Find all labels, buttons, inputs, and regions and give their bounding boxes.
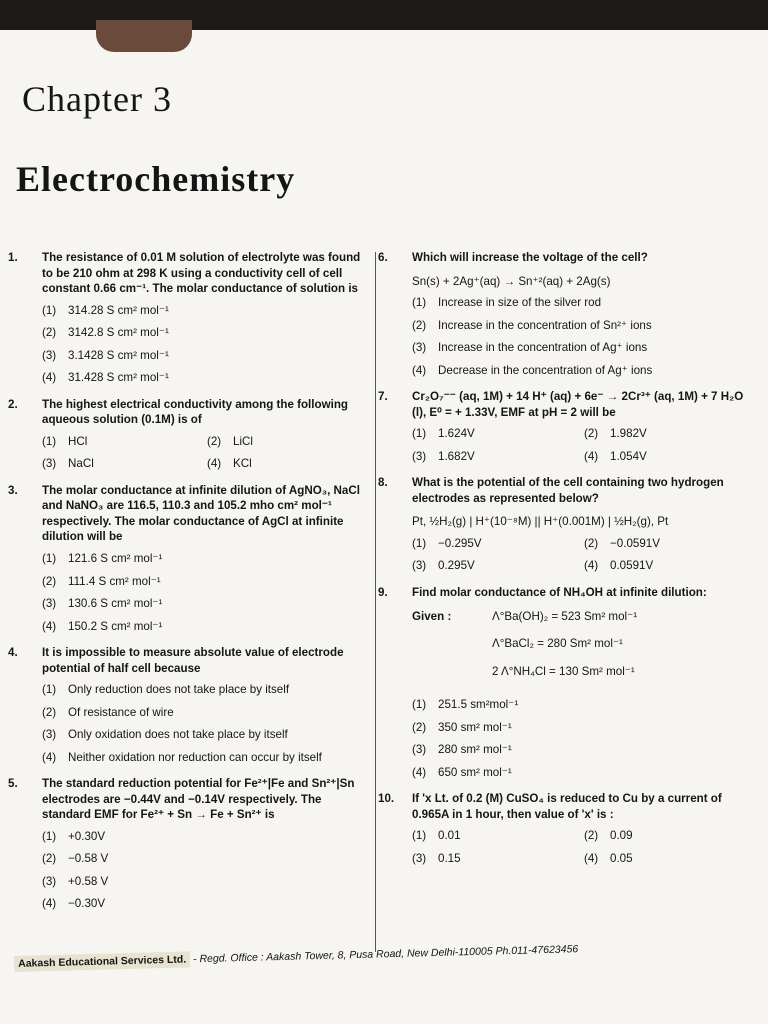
option-text: +0.58 V bbox=[68, 874, 109, 888]
option-text: Increase in the concentration of Sn²⁺ ions bbox=[438, 318, 652, 332]
option-text: NaCl bbox=[68, 457, 94, 471]
option bbox=[412, 318, 756, 334]
option-number: (3) bbox=[412, 743, 427, 757]
question-text: If 'x Lt. of 0.2 (M) CuSO₄ is reduced to Cu by a current of 0.965A in 1 hour, then value of 'x' is : bbox=[412, 792, 722, 821]
option-number: (1) bbox=[42, 829, 57, 843]
question-text: The highest electrical conductivity among the following aqueous solution (0.1M) is of bbox=[42, 397, 348, 427]
option-text: KCl bbox=[233, 457, 252, 471]
option bbox=[42, 874, 372, 890]
page-footer bbox=[14, 940, 714, 970]
option-number: (2) bbox=[42, 705, 57, 719]
option-text: 350 sm² mol⁻¹ bbox=[438, 720, 512, 734]
option bbox=[412, 449, 584, 465]
question-text: What is the potential of the cell containing two hydrogen electrodes as represented below? bbox=[412, 476, 724, 505]
option-text: 1.054V bbox=[610, 449, 647, 463]
question-text: Cr₂O₇⁻⁻ (aq, 1M) + 14 H⁺ (aq) + 6e⁻ → 2Cr³⁺ (aq, 1M) + 7 H₂O (l), E⁰ = + 1.33V, EMF at pH = 2 will be bbox=[412, 390, 744, 419]
option-number: (1) bbox=[42, 551, 57, 565]
option-text: 130.6 S cm² mol⁻¹ bbox=[68, 597, 163, 611]
given-value: Λ°BaCl₂ = 280 Sm² mol⁻¹ bbox=[492, 637, 623, 651]
option-number: (2) bbox=[207, 434, 222, 448]
option-text: 111.4 S cm² mol⁻¹ bbox=[68, 574, 161, 588]
option-text: 251.5 sm²mol⁻¹ bbox=[438, 698, 519, 712]
option bbox=[412, 851, 584, 867]
chapter-heading: Chapter 3 bbox=[22, 79, 172, 119]
question-number: 1. bbox=[8, 251, 18, 264]
option-text: +0.30V bbox=[68, 829, 106, 843]
option-text: −0.58 V bbox=[68, 852, 109, 866]
option bbox=[42, 434, 207, 450]
option bbox=[42, 325, 372, 341]
option bbox=[42, 348, 372, 364]
option bbox=[412, 558, 584, 574]
option-number: (3) bbox=[412, 341, 427, 355]
option bbox=[412, 828, 584, 844]
option-number: (4) bbox=[42, 897, 57, 911]
option bbox=[412, 765, 756, 781]
chapter-title: Electrochemistry bbox=[16, 159, 296, 199]
option-text: 1.682V bbox=[438, 449, 475, 463]
option-text: 1.624V bbox=[438, 427, 475, 441]
option-number: (2) bbox=[42, 852, 57, 866]
option bbox=[584, 851, 756, 867]
question-text: The standard reduction potential for Fe²⁺|Fe and Sn²⁺|Sn electrodes are −0.44V and −0.14V respectively. The standard EMF for Fe²⁺ + Sn → Fe + Sn²⁺ is bbox=[42, 777, 355, 822]
cell-notation: Pt, ½H₂(g) | H⁺(10⁻⁸M) || H⁺(0.001M) | ½H₂(g), Pt bbox=[412, 515, 669, 529]
option-number: (4) bbox=[584, 851, 599, 865]
question-number: 10. bbox=[378, 792, 395, 806]
question-number: 8. bbox=[378, 476, 388, 490]
question-number: 5. bbox=[8, 777, 18, 791]
option bbox=[412, 340, 756, 356]
option-number: (3) bbox=[42, 728, 57, 742]
option bbox=[42, 851, 372, 867]
option-number: (3) bbox=[412, 851, 427, 865]
option-number: (2) bbox=[42, 326, 57, 340]
option-text: 314.28 S cm² mol⁻¹ bbox=[68, 303, 169, 317]
option bbox=[412, 295, 756, 311]
option bbox=[412, 720, 756, 736]
question-10 bbox=[378, 791, 756, 873]
option-number: (4) bbox=[42, 371, 57, 385]
option-text: Only oxidation does not take place by itself bbox=[68, 728, 288, 742]
question-1 bbox=[8, 250, 372, 393]
option-number: (4) bbox=[584, 559, 599, 573]
option-number: (1) bbox=[42, 683, 57, 697]
option bbox=[42, 551, 372, 567]
right-column bbox=[378, 250, 756, 877]
option-number: (1) bbox=[412, 296, 427, 310]
question-6 bbox=[378, 250, 756, 385]
question-4 bbox=[8, 645, 372, 772]
option-number: (4) bbox=[412, 765, 427, 779]
given-label: Given : bbox=[412, 609, 452, 623]
question-8 bbox=[378, 475, 756, 581]
question-9 bbox=[378, 585, 756, 787]
option bbox=[42, 596, 372, 612]
question-5 bbox=[8, 776, 372, 919]
option-number: (1) bbox=[412, 829, 427, 843]
option bbox=[584, 449, 756, 465]
option-number: (1) bbox=[412, 698, 427, 712]
option bbox=[412, 426, 584, 442]
option bbox=[42, 727, 372, 743]
option-number: (3) bbox=[42, 874, 57, 888]
option bbox=[584, 426, 756, 442]
option-number: (2) bbox=[584, 427, 599, 441]
option-number: (1) bbox=[412, 427, 427, 441]
option-text: 1.982V bbox=[610, 427, 647, 441]
question-7 bbox=[378, 389, 756, 471]
option-number: (2) bbox=[584, 829, 599, 843]
option bbox=[584, 558, 756, 574]
option-text: 0.05 bbox=[610, 851, 633, 865]
reaction-equation: Sn(s) + 2Ag⁺(aq) → Sn⁺²(aq) + 2Ag(s) bbox=[412, 274, 611, 288]
option-text: Increase in size of the silver rod bbox=[438, 296, 602, 310]
question-2 bbox=[8, 397, 372, 479]
office-address: - Regd. Office : Aakash Tower, 8, Pusa Road, New Delhi-110005 Ph.011-47623456 bbox=[192, 943, 579, 966]
option-text: 31.428 S cm² mol⁻¹ bbox=[68, 371, 169, 385]
option-text: 0.295V bbox=[438, 559, 475, 573]
option bbox=[42, 619, 372, 635]
option-text: −0.0591V bbox=[610, 536, 660, 550]
option-text: −0.295V bbox=[438, 536, 482, 550]
option-text: LiCl bbox=[233, 434, 253, 448]
option-number: (4) bbox=[42, 750, 57, 764]
option-text: 150.2 S cm² mol⁻¹ bbox=[68, 619, 163, 633]
question-3 bbox=[8, 483, 372, 641]
option-text: 650 sm² mol⁻¹ bbox=[438, 765, 512, 779]
option-text: Of resistance of wire bbox=[68, 705, 174, 719]
option-number: (3) bbox=[412, 449, 427, 463]
option-number: (4) bbox=[42, 619, 57, 633]
option-text: Increase in the concentration of Ag⁺ ions bbox=[438, 341, 648, 355]
option bbox=[42, 750, 372, 766]
question-text: Find molar conductance of NH₄OH at infinite dilution: bbox=[412, 585, 707, 599]
column-divider bbox=[375, 252, 376, 952]
option-text: 0.15 bbox=[438, 851, 461, 865]
question-text: The resistance of 0.01 M solution of electrolyte was found to be 210 ohm at 298 K using a conductivity cell of cell constant 0.66 cm⁻¹. The molar conductance of solution is bbox=[42, 251, 361, 296]
option-number: (4) bbox=[584, 449, 599, 463]
option bbox=[412, 742, 756, 758]
option bbox=[42, 574, 372, 590]
question-number: 4. bbox=[8, 646, 18, 660]
option bbox=[584, 828, 756, 844]
option-text: Only reduction does not take place by itself bbox=[68, 683, 290, 697]
option-number: (4) bbox=[412, 363, 427, 377]
option-number: (3) bbox=[412, 559, 427, 573]
option-number: (3) bbox=[42, 348, 57, 362]
option-text: 121.6 S cm² mol⁻¹ bbox=[68, 551, 163, 565]
option-text: Neither oxidation nor reduction can occur by itself bbox=[68, 750, 322, 764]
publisher-name: Aakash Educational Services Ltd. bbox=[14, 951, 190, 972]
question-number: 7. bbox=[378, 390, 388, 404]
question-number: 3. bbox=[8, 483, 18, 497]
question-number: 6. bbox=[378, 251, 388, 264]
question-text: The molar conductance at infinite dilution of AgNO₃, NaCl and NaNO₃ are 116.5, 110.3 and 105.2 mho cm² mol⁻¹ respectively. The molar conductance of AgCl at infinite dilution will be bbox=[42, 483, 360, 544]
option-number: (2) bbox=[412, 720, 427, 734]
option bbox=[42, 370, 372, 386]
option-number: (3) bbox=[42, 457, 57, 471]
option-text: 3142.8 S cm² mol⁻¹ bbox=[68, 326, 169, 340]
option bbox=[42, 829, 372, 845]
option-number: (2) bbox=[584, 536, 599, 550]
option-text: Decrease in the concentration of Ag⁺ ions bbox=[438, 363, 653, 377]
option-number: (2) bbox=[42, 574, 57, 588]
given-value: Λ°Ba(OH)₂ = 523 Sm² mol⁻¹ bbox=[492, 609, 638, 623]
option bbox=[42, 303, 372, 319]
option-text: HCl bbox=[68, 434, 88, 448]
option-number: (2) bbox=[412, 318, 427, 332]
option bbox=[42, 896, 372, 912]
option bbox=[42, 682, 372, 698]
option bbox=[207, 434, 372, 450]
option-text: 0.09 bbox=[610, 829, 633, 843]
given-data bbox=[412, 609, 756, 692]
option-text: 0.0591V bbox=[610, 559, 654, 573]
question-number: 2. bbox=[8, 397, 18, 411]
option bbox=[584, 536, 756, 552]
given-value: 2 Λ°NH₄Cl = 130 Sm² mol⁻¹ bbox=[492, 664, 635, 678]
option-text: 280 sm² mol⁻¹ bbox=[438, 743, 512, 757]
option-number: (3) bbox=[42, 597, 57, 611]
option-text: 3.1428 S cm² mol⁻¹ bbox=[68, 348, 169, 362]
option-number: (4) bbox=[207, 457, 222, 471]
left-column bbox=[8, 250, 372, 923]
question-text: It is impossible to measure absolute value of electrode potential of half cell because bbox=[42, 646, 344, 675]
option bbox=[412, 536, 584, 552]
option-number: (1) bbox=[42, 434, 57, 448]
option-text: −0.30V bbox=[68, 897, 106, 911]
option bbox=[42, 456, 207, 472]
option-number: (1) bbox=[42, 303, 57, 317]
option bbox=[42, 705, 372, 721]
question-text: Which will increase the voltage of the cell? bbox=[412, 251, 648, 264]
option bbox=[412, 363, 756, 379]
question-number: 9. bbox=[378, 585, 388, 599]
option-text: 0.01 bbox=[438, 829, 461, 843]
option-number: (1) bbox=[412, 536, 427, 550]
option bbox=[207, 456, 372, 472]
thumb-shape bbox=[96, 20, 192, 52]
option bbox=[412, 697, 756, 713]
